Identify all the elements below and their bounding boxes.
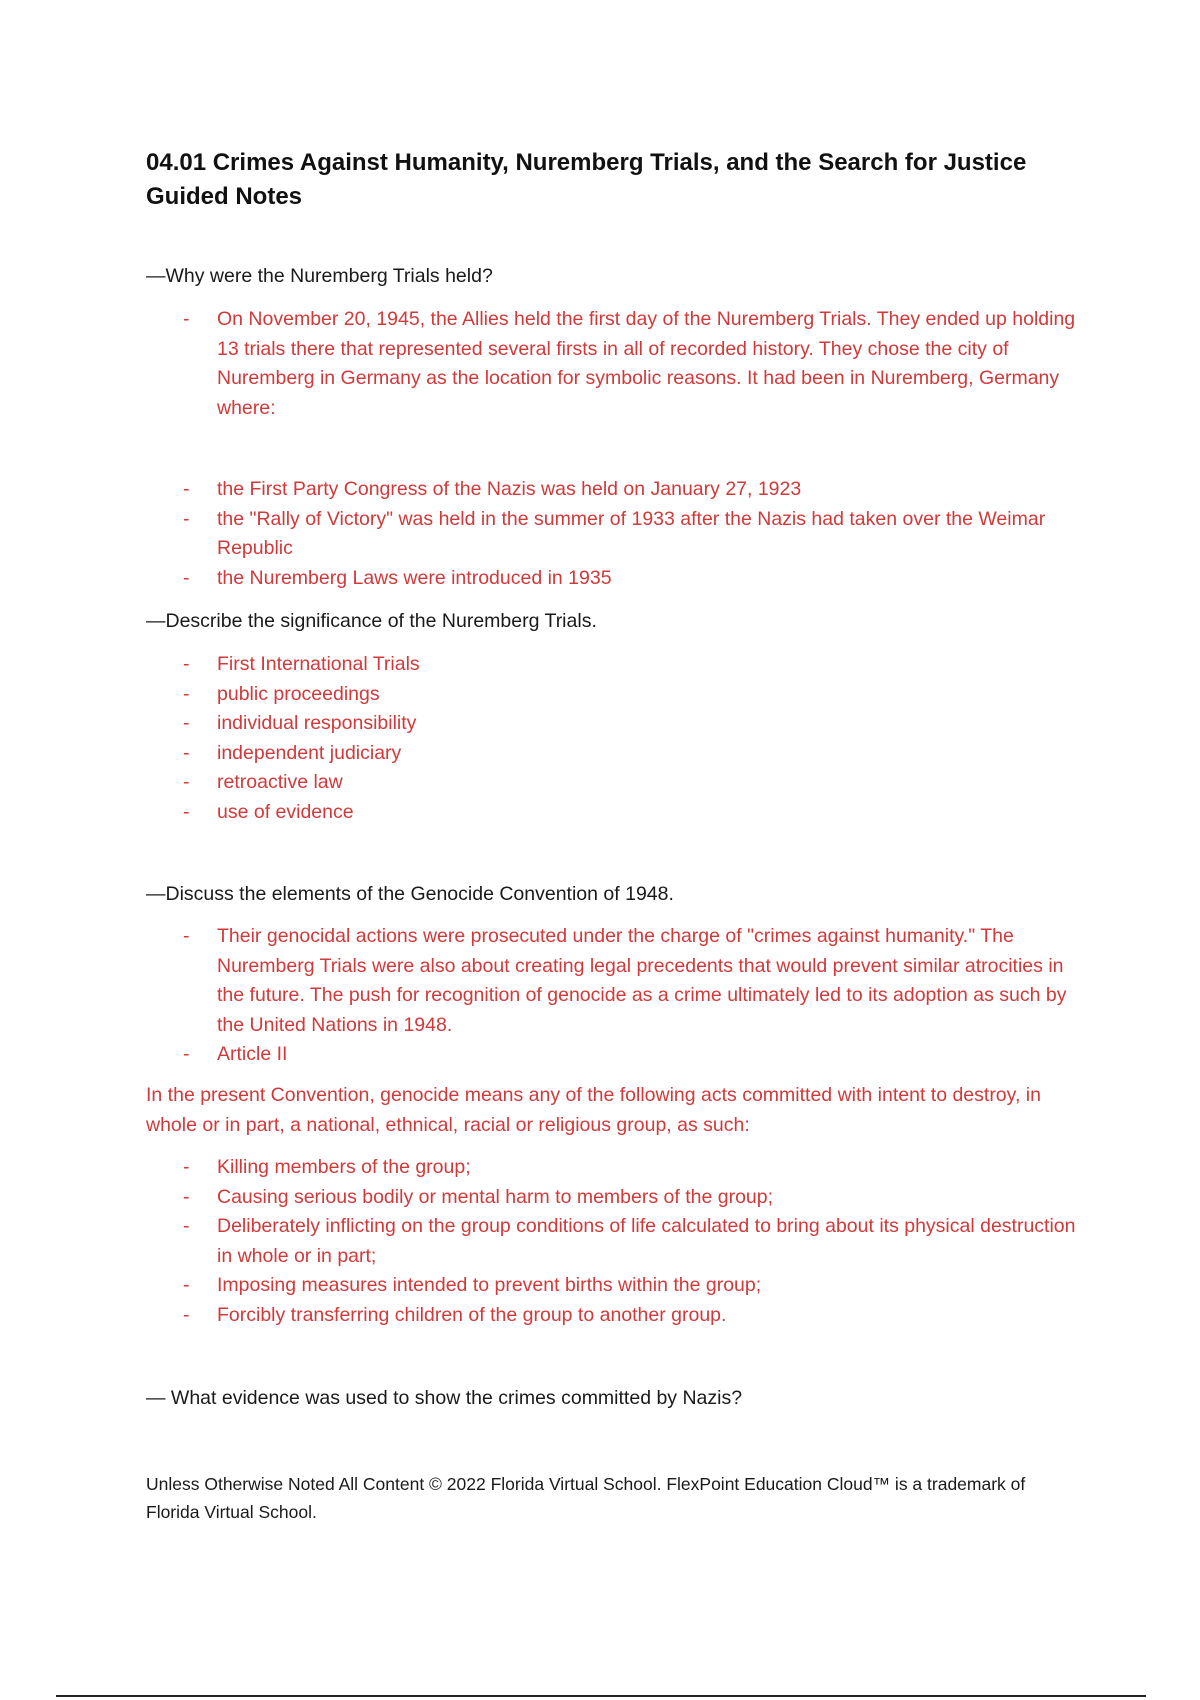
bullet-dash: - (183, 771, 190, 793)
list-item-text: Causing serious bodily or mental harm to members of the group; (217, 1185, 774, 1208)
list-item (0, 305, 1087, 423)
bullet-dash: - (183, 741, 190, 764)
bullet-dash: - (183, 566, 190, 589)
list-item (0, 564, 1087, 594)
list-item (0, 1271, 1087, 1301)
list-item-text: retroactive law (217, 771, 343, 793)
page-bottom-rule (56, 1695, 1146, 1697)
list-item-text: the Nuremberg Laws were introduced in 1935 (217, 566, 612, 589)
question-why-held: —Why were the Nuremberg Trials held? (146, 265, 493, 287)
bullet-dash: - (183, 507, 190, 530)
list-item-text: the "Rally of Victory" was held in the summer of 1933 after the Nazis had taken over the Weimar Republic (217, 507, 1046, 559)
bullet-dash: - (183, 1156, 190, 1178)
list-item (0, 680, 1087, 710)
list-item (0, 1212, 1087, 1271)
list-item-text: On November 20, 1945, the Allies held the first day of the Nuremberg Trials. They ended up holding 13 trials there that represented several firsts in all of recorded history. They chose the city of Nuremberg in Germany as the location for symbolic reasons. It had been in Nuremberg, Germany where: (217, 308, 1076, 419)
list-item-text: independent judiciary (217, 741, 402, 764)
list-item-text: First International Trials (217, 653, 420, 675)
list-item-text: the First Party Congress of the Nazis was held on January 27, 1923 (217, 478, 802, 500)
list-item (0, 505, 1087, 564)
list-item (0, 475, 1087, 505)
list-item (0, 1040, 1087, 1070)
list-item (0, 922, 1087, 1040)
title-line-1: 04.01 Crimes Against Humanity, Nuremberg Trials, and the Search for Justice (146, 149, 1027, 176)
bullet-dash: - (183, 712, 190, 734)
genocide-list (0, 922, 1087, 1070)
list-item (0, 1301, 1087, 1331)
list-item (0, 1153, 1087, 1183)
question-significance: —Describe the significance of the Nuremberg Trials. (146, 610, 597, 632)
bullet-dash: - (183, 308, 190, 330)
list-item-text: individual responsibility (217, 712, 417, 734)
list-item-text: public proceedings (217, 682, 380, 705)
list-item (0, 739, 1087, 769)
genocide-definition: In the present Convention, genocide means any of the following acts committed with intent to destroy, in whole or in part, a national, ethnical, racial or religious group, as such: (146, 1084, 1041, 1136)
bullet-dash: - (183, 1274, 190, 1296)
bullet-dash: - (183, 1215, 190, 1237)
list-item-text: Imposing measures intended to prevent births within the group; (217, 1274, 762, 1296)
list-item-text: Their genocidal actions were prosecuted under the charge of "crimes against humanity." The Nuremberg Trials were also about creating legal precedents that would prevent similar atrocities in the future. The push for recognition of genocide as a crime ultimately led to its adoption as such by the United Nations in 1948. (217, 925, 1067, 1036)
list-item (0, 768, 1087, 798)
list-item-text: Killing members of the group; (217, 1156, 471, 1178)
question-evidence: — What evidence was used to show the crimes committed by Nazis? (146, 1387, 743, 1409)
list-item (0, 798, 1087, 828)
bullet-dash: - (183, 682, 190, 705)
list-item-text: Forcibly transferring children of the group to another group. (217, 1303, 727, 1326)
page-title (146, 146, 1086, 214)
list-item-text: use of evidence (217, 800, 354, 823)
bullet-dash: - (183, 653, 190, 675)
title-line-2: Guided Notes (146, 183, 303, 210)
bullet-dash: - (183, 478, 190, 500)
list-item (0, 650, 1087, 680)
list-item-text: Deliberately inflicting on the group conditions of life calculated to bring about its physical destruction in whole or in part; (217, 1215, 1076, 1267)
bullet-dash: - (183, 1303, 190, 1326)
question-genocide-convention: —Discuss the elements of the Genocide Convention of 1948. (146, 883, 674, 905)
list-item (0, 709, 1087, 739)
list-item-text: Article II (217, 1043, 288, 1065)
bullet-dash: - (183, 1043, 190, 1065)
why-held-intro-list (0, 305, 1087, 423)
significance-list (0, 650, 1087, 827)
list-item (0, 1183, 1087, 1213)
copyright-footer: Unless Otherwise Noted All Content © 2022 Florida Virtual School. FlexPoint Education Cloud™ is a trademark of Florida Virtual School. (146, 1474, 1026, 1522)
bullet-dash: - (183, 1185, 190, 1208)
bullet-dash: - (183, 925, 190, 947)
why-held-events-list (0, 475, 1087, 593)
genocide-acts-list (0, 1153, 1087, 1330)
bullet-dash: - (183, 800, 190, 823)
